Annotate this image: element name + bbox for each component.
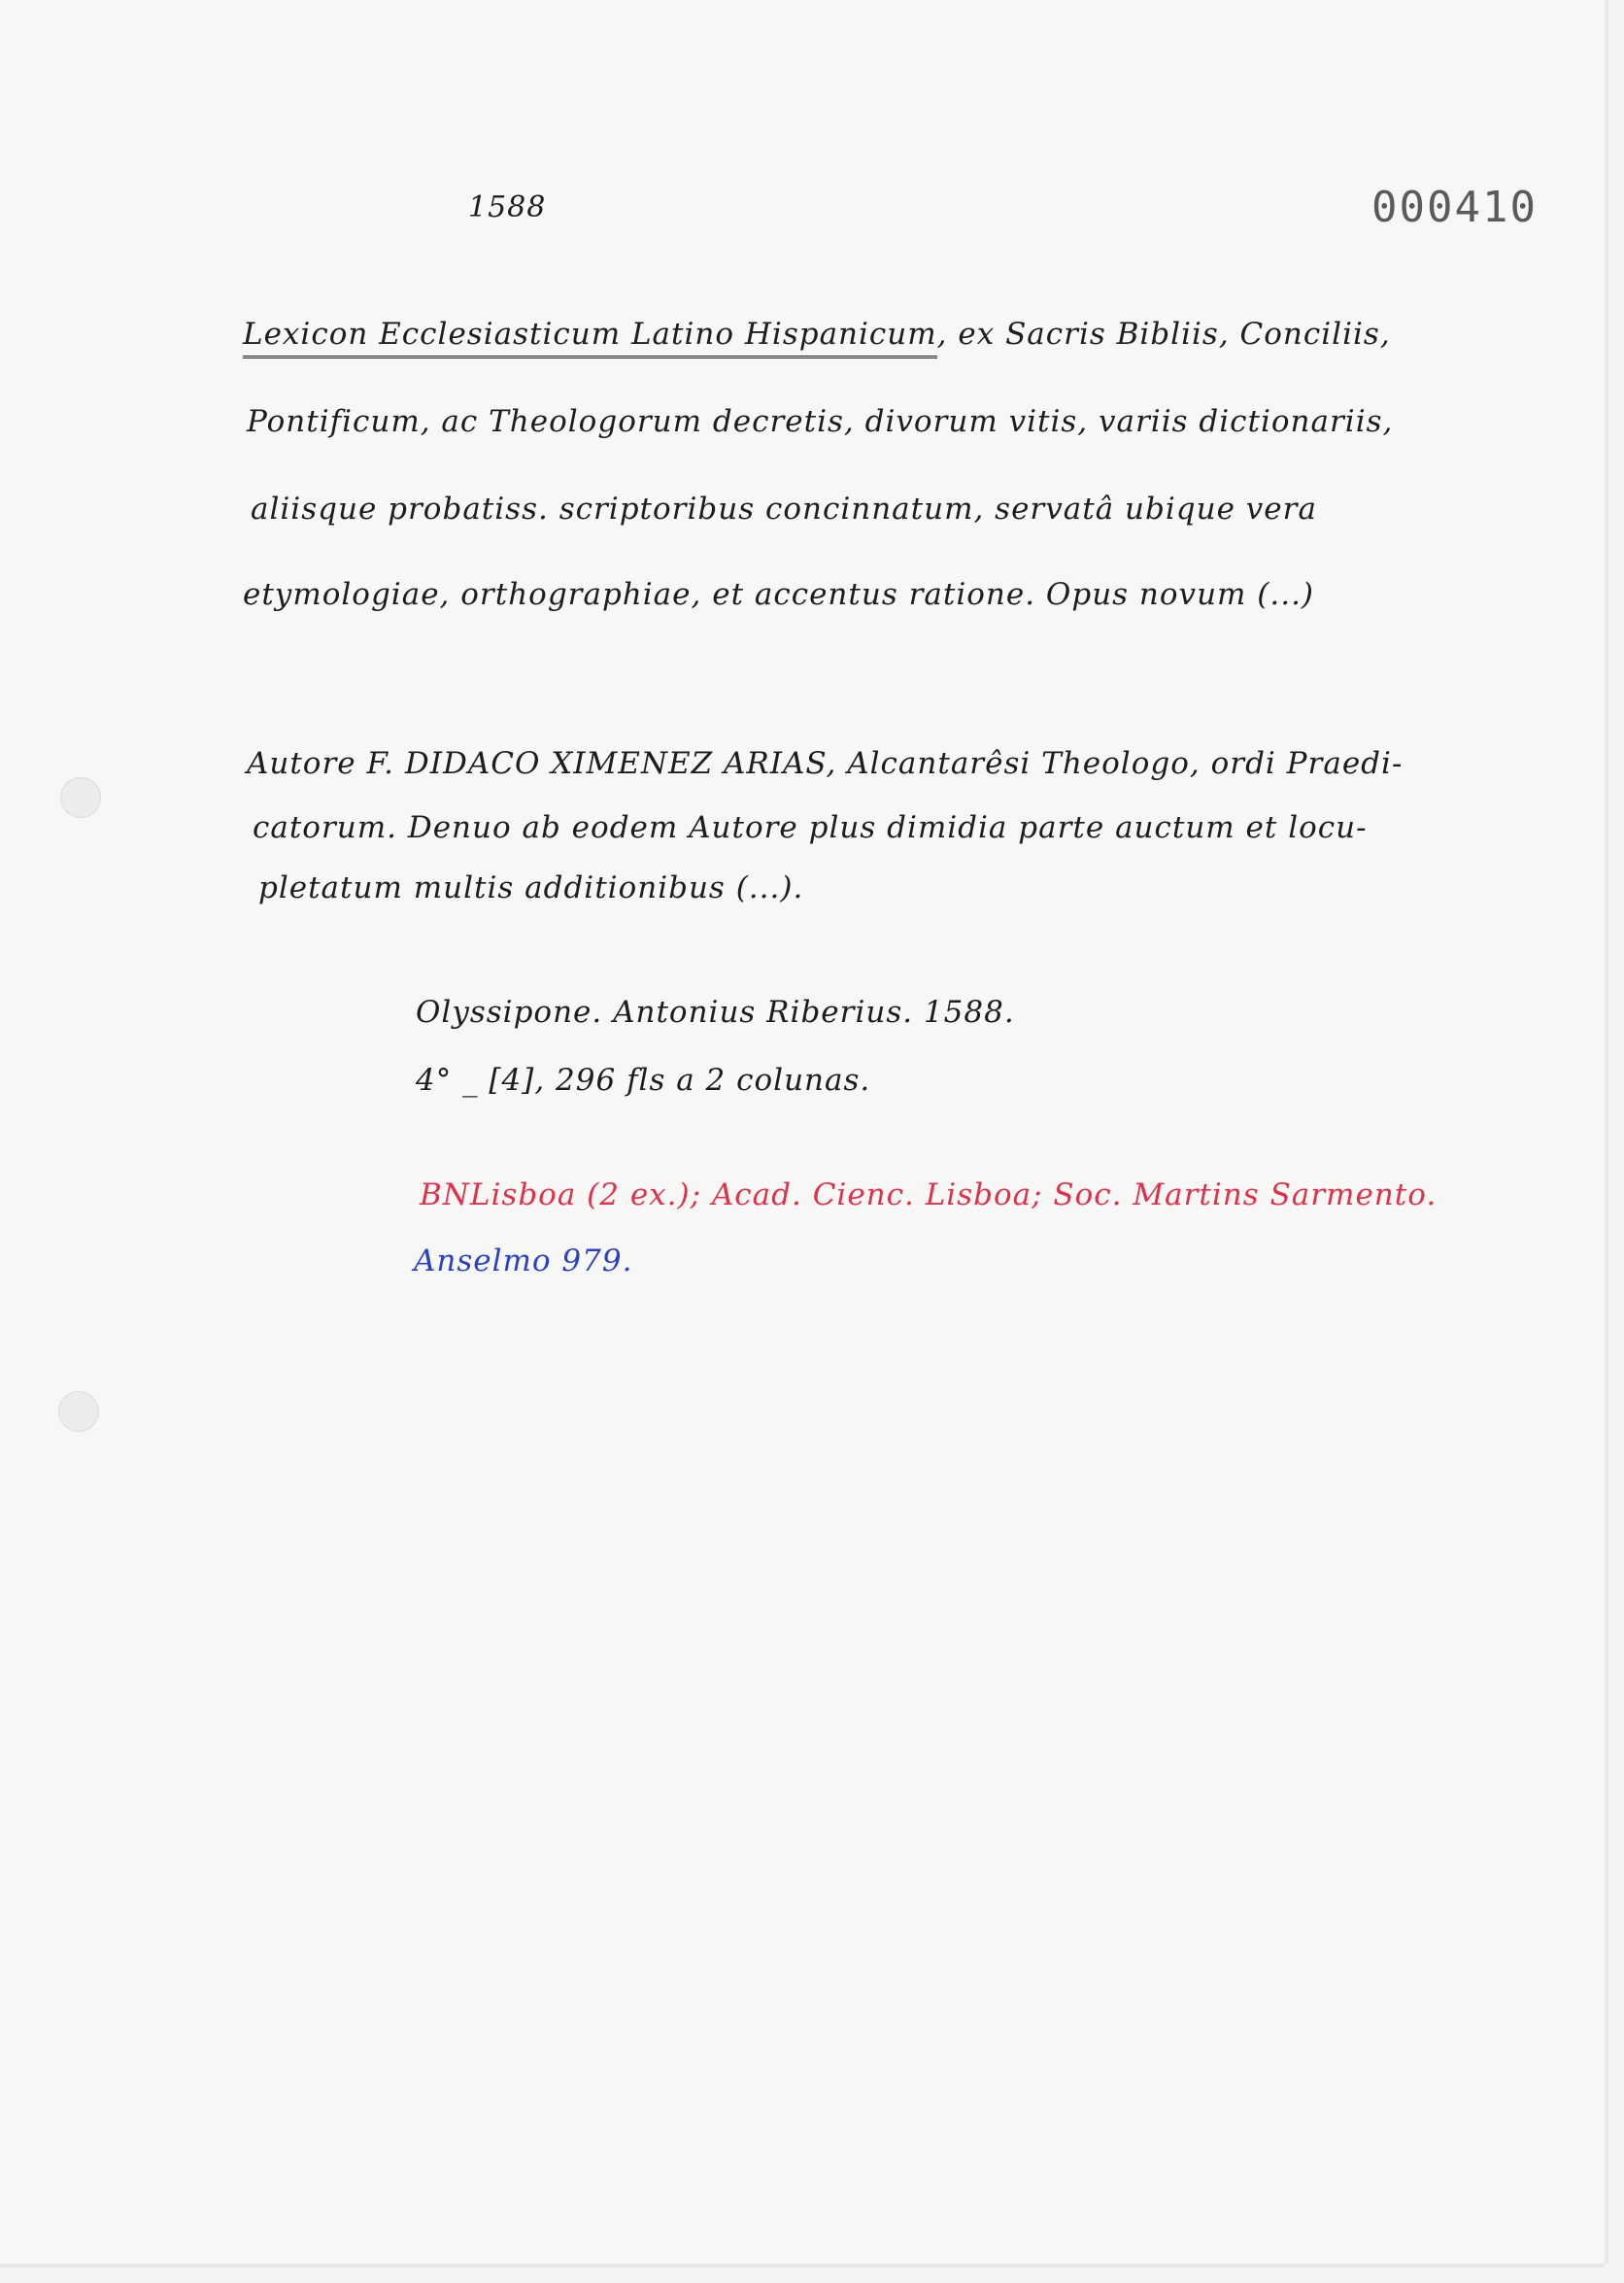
format-line: 4° _ [4], 296 fls a 2 colunas. xyxy=(416,1063,871,1098)
record-number-stamp: 000410 xyxy=(1371,183,1538,232)
holdings-locations: BNLisboa (2 ex.); Acad. Cienc. Lisboa; Soc. Martins Sarmento. xyxy=(420,1177,1438,1212)
title-line-4: etymologiae, orthographiae, et accentus ratione. Opus novum (...) xyxy=(243,577,1315,612)
punch-hole-bottom xyxy=(58,1391,99,1432)
underlined-title: Lexicon Ecclesiasticum Latino Hispanicum xyxy=(243,317,937,358)
year-heading: 1588 xyxy=(468,190,547,224)
imprint-line: Olyssipone. Antonius Riberius. 1588. xyxy=(416,995,1015,1030)
author-line-2: catorum. Denuo ab eodem Autore plus dimidia parte auctum et locu- xyxy=(253,810,1368,845)
title-line-1-rest: , ex Sacris Bibliis, Conciliis, xyxy=(936,317,1391,352)
author-line-1: Autore F. DIDACO XIMENEZ ARIAS, Alcantarêsi Theologo, ordi Praedi- xyxy=(247,746,1404,781)
bibliographic-reference: Anselmo 979. xyxy=(414,1244,633,1278)
author-line-3: pletatum multis additionibus (...). xyxy=(258,870,804,905)
punch-hole-top xyxy=(60,777,101,818)
title-line-1 xyxy=(243,317,1391,352)
title-line-3: aliisque probatiss. scriptoribus concinnatum, servatâ ubique vera xyxy=(251,492,1317,527)
title-line-2: Pontificum, ac Theologorum decretis, divorum vitis, variis dictionariis, xyxy=(247,404,1394,439)
